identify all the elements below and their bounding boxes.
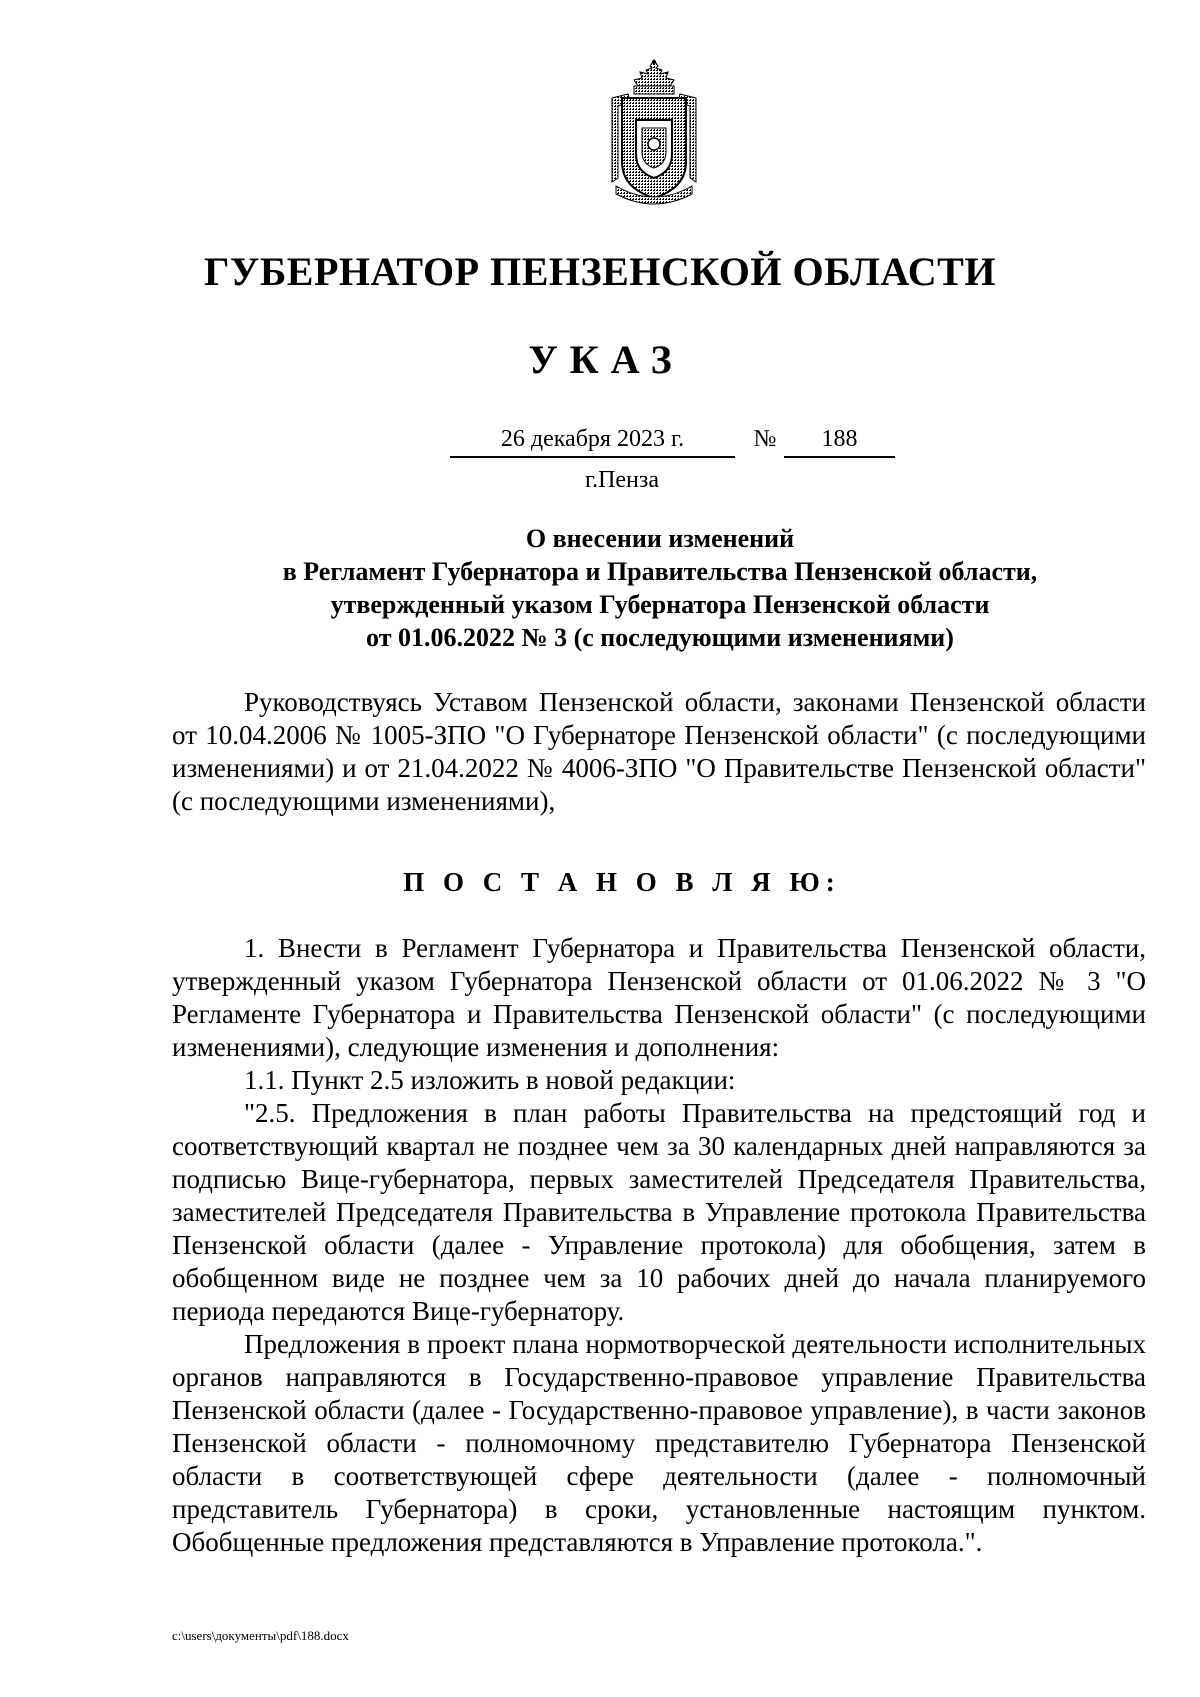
body-paragraph: 1. Внести в Регламент Губернатора и Правительства Пензенской области, утвержденный указом Губернатора Пензенской области от 01.06.2022 № 3 "О Регламенте Губернатора и Правительства Пензенской области" (с последующими изменениями), следующие изменения и дополнения: [172,933,1146,1062]
decree-body [172,932,1146,1559]
preamble [172,686,1146,818]
city: г.Пенза [584,467,660,493]
decree-subject [160,522,1160,654]
decree-date: 26 декабря 2023 г. [450,422,735,458]
body-paragraph: Предложения в проект плана нормотворческой деятельности исполнительных органов направляются в Государственно-правовое управление Правительства Пензенской области (далее - Государственно-правовое управление), в части законов Пензенской области - полномочному представителю Губернатора Пензенской области в соответствующей сфере деятельности (далее - полномочный представитель Губернатора) в сроки, установленные настоящим пунктом. Обобщенные предложения представляются в Управление протокола.". [172,1329,1146,1557]
decree-number: 188 [784,422,895,458]
subject-line: от 01.06.2022 № 3 (с последующими изменениями) [366,623,954,652]
date-number-line [450,422,895,456]
preamble-paragraph: Руководствуясь Уставом Пензенской области, законами Пензенской области от 10.04.2006 № 1005-ЗПО "О Губернаторе Пензенской области" (с последующими изменениями) и от 21.04.2022 № 4006-ЗПО "О Правительстве Пензенской области" (с последующими изменениями), [172,687,1146,816]
file-path-footer: c:\users\документы\pdf\188.docx [172,1628,349,1643]
subject-line: О внесении изменений [525,524,795,553]
body-paragraph: "2.5. Предложения в план работы Правительства на предстоящий год и соответствующий квартал не позднее чем за 30 календарных дней направляются за подписью Вице-губернатора, первых заместителей Председателя Правительства, заместителей Председателя Правительства в Управление протокола Правительства Пензенской области (далее - Управление протокола) для обобщения, затем в обобщенном виде не позднее чем за 10 рабочих дней до начала планируемого периода передаются Вице-губернатору. [172,1098,1146,1326]
resolution-word: П О С Т А Н О В Л Я Ю: [403,867,841,897]
issuer-title: ГУБЕРНАТОР ПЕНЗЕНСКОЙ ОБЛАСТИ [204,249,996,294]
number-sign: № [753,426,777,452]
body-paragraph: 1.1. Пункт 2.5 изложить в новой редакции: [244,1065,736,1095]
subject-line: в Регламент Губернатора и Правительства Пензенской области, [282,557,1038,586]
subject-line: утвержденный указом Губернатора Пензенской области [330,590,990,619]
coat-of-arms-icon [608,58,700,208]
document-type: УКАЗ [528,337,684,382]
